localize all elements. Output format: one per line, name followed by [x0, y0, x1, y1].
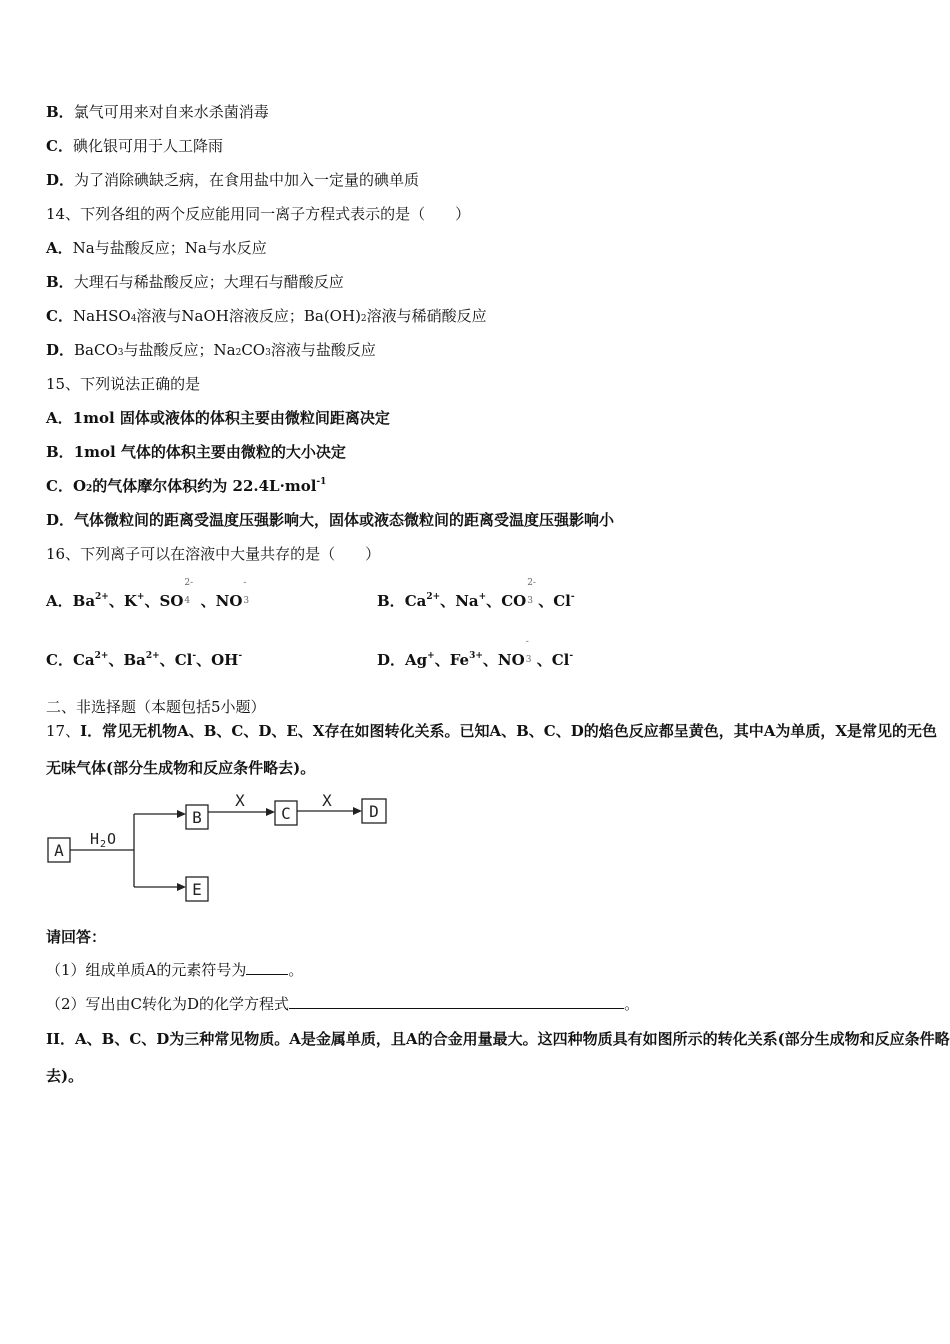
q13-option-d: D．为了消除碘缺乏病，在食用盐中加入一定量的碘单质	[46, 171, 420, 189]
q17-sub1: （1）组成单质A的元素符号为 。	[46, 961, 304, 979]
label-x2: X	[322, 791, 332, 810]
q14-option-b: B．大理石与稀盐酸反应；大理石与醋酸反应	[46, 273, 344, 291]
answer-blank-2[interactable]	[289, 994, 624, 1009]
label-h2o	[90, 830, 116, 850]
q16-option-d: D．Ag+、$Fe^{3+}$、NO - 3 、Cl-	[377, 637, 574, 669]
nitrate-ion: NO - 3	[497, 637, 532, 669]
q14-option-c: C．NaHSO$_4$溶液与NaOH溶液反应；$Ba(OH)_2$溶液与稀硝酸反应	[46, 307, 487, 325]
arrowhead-c	[266, 808, 275, 816]
q17-sub2: （2）写出由C转化为D的化学方程式 。	[46, 995, 640, 1013]
q14-option-d: D．BaCO$_3$与盐酸反应；$Na_2CO_3$溶液与盐酸反应	[46, 341, 376, 359]
q16-option-b: B．$Ca^{2+}$、Na+、CO 2- 3 、Cl-	[377, 578, 575, 610]
label-a: A	[54, 841, 64, 860]
answer-blank-1[interactable]	[246, 960, 288, 975]
label-c: C	[281, 804, 291, 823]
q15-stem: 15、下列说法正确的是	[46, 375, 201, 393]
arrowhead-d	[353, 807, 362, 815]
label-b: B	[192, 808, 202, 827]
q16-option-c: C．$Ca^{2+}$、$Ba^{2+}$、Cl-、OH-	[46, 651, 243, 669]
svg-text:O: O	[107, 830, 117, 848]
svg-text:H: H	[90, 830, 100, 848]
q17-part1: 17、I．常见无机物A、B、C、D、E、X存在如图转化关系。已知A、B、C、D的焰色反应都呈黄色，其中A为单质，X是常见的无色无味气体(部分生成物和反应条件略去)。	[46, 722, 937, 777]
please-answer: 请回答：	[46, 928, 107, 946]
conversion-diagram	[44, 790, 394, 906]
q13-option-b: B．氯气可用来对自来水杀菌消毒	[46, 103, 269, 121]
q16-option-a: A．$Ba^{2+}$、K+、SO 2- 4 、NO - 3	[46, 578, 250, 610]
q15-option-d: D．气体微粒间的距离受温度压强影响大，固体或液态微粒间的距离受温度压强影响小	[46, 511, 615, 529]
arrowhead-b	[177, 810, 186, 818]
label-x1: X	[235, 791, 245, 810]
q15-option-c: C．$O_2$的气体摩尔体积约为 22.4L·mol$^{-1}$	[46, 477, 327, 495]
nitrate-ion: NO - 3	[215, 578, 250, 610]
q14-stem: 14、下列各组的两个反应能用同一离子方程式表示的是（ ）	[46, 205, 471, 223]
carbonate-ion: CO 2- 3	[501, 578, 536, 610]
arrowhead-e	[177, 883, 186, 891]
label-e: E	[192, 880, 202, 899]
section-title: 二、非选择题（本题包括5小题）	[46, 698, 266, 716]
q13-option-c: C．碘化银可用于人工降雨	[46, 137, 223, 155]
q16-stem: 16、下列离子可以在溶液中大量共存的是（ ）	[46, 545, 381, 563]
q14-option-a: A．Na与盐酸反应；Na与水反应	[46, 239, 267, 257]
svg-text:2: 2	[100, 839, 107, 850]
q17-part2: II．A、B、C、D为三种常见物质。A是金属单质，且A的合金用量最大。这四种物质具有如图所示的转化关系(部分生成物和反应条件略去)。	[46, 1030, 950, 1085]
q15-option-a: A．1mol 固体或液体的体积主要由微粒间距离决定	[46, 409, 390, 427]
label-d: D	[369, 802, 379, 821]
sulfate-ion: SO 2- 4	[159, 578, 194, 610]
q15-option-b: B．1mol 气体的体积主要由微粒的大小决定	[46, 443, 346, 461]
